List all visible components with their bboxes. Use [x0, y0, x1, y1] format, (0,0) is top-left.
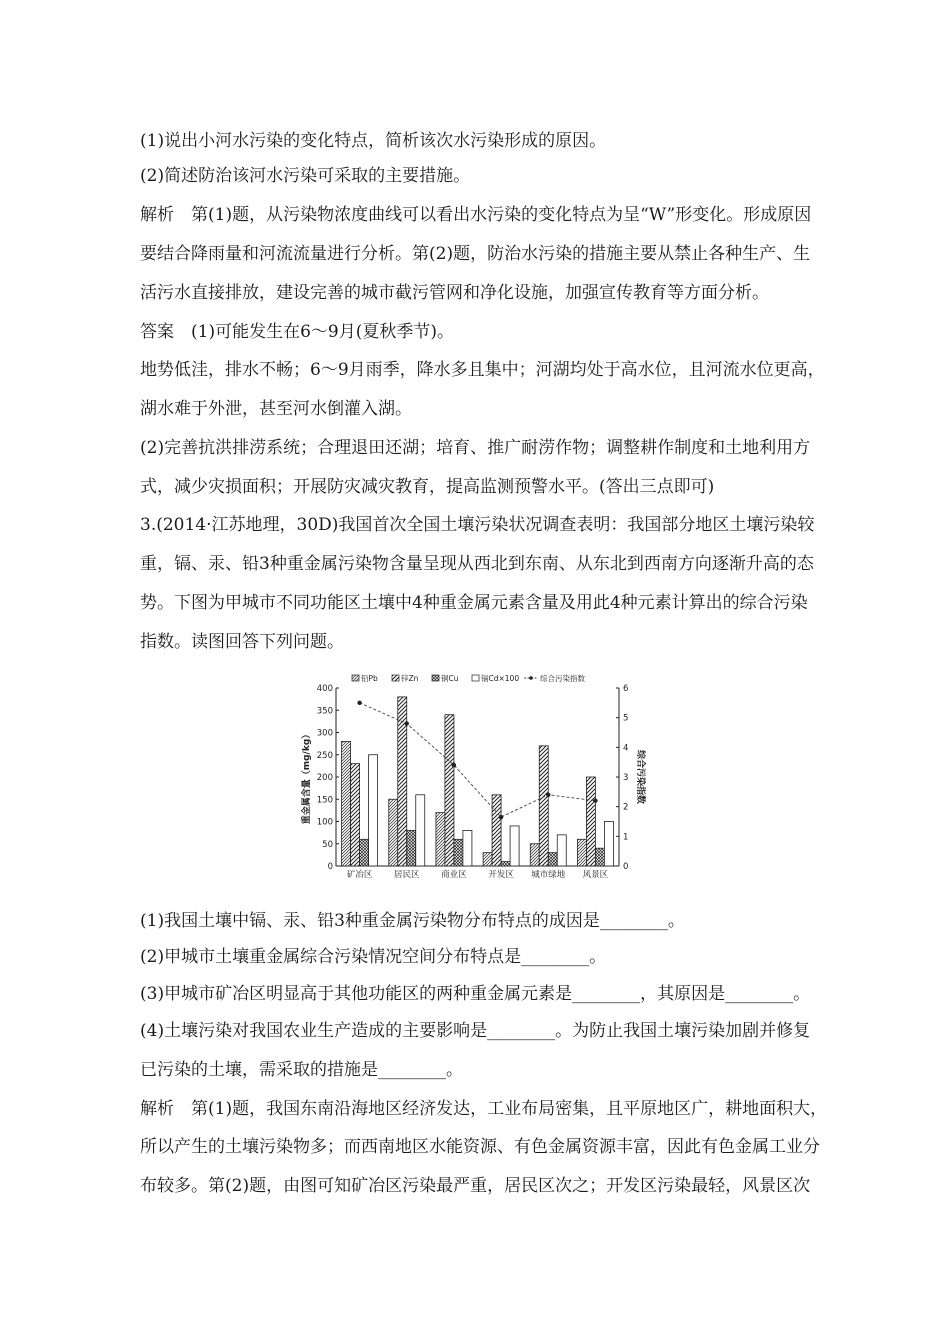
bar-pb [483, 853, 492, 866]
bar-zn [539, 746, 548, 866]
y-tick-label: 300 [316, 728, 333, 739]
y2-tick-label: 1 [623, 832, 629, 843]
bar-zn [586, 777, 595, 866]
text-line: (2)完善抗洪排涝系统；合理退田还湖；培育、推广耐涝作物；调整耕作制度和土地利用方 [140, 438, 811, 458]
y2-tick-label: 4 [623, 743, 629, 754]
text-line: (2)简述防治该河水污染可采取的主要措施。 [140, 166, 471, 186]
bar-cd [604, 822, 613, 867]
y-tick-label: 50 [322, 839, 333, 850]
text-line: (1)我国土壤中镉、汞、铅3种重金属污染物分布特点的成因是________。 [140, 911, 685, 931]
text-line: 湖水难于外泄，甚至河水倒灌入湖。 [140, 399, 412, 419]
pollution-index-point [593, 799, 597, 803]
category-label: 商业区 [441, 870, 467, 880]
legend-label: 铜Cu [441, 674, 459, 683]
category-label: 城市绿地 [531, 870, 566, 880]
text-line: (2)甲城市土壤重金属综合污染情况空间分布特点是________。 [140, 947, 607, 967]
y-tick-label: 0 [327, 862, 333, 872]
y-tick-label: 150 [316, 795, 333, 806]
pollution-index-point [405, 721, 409, 725]
y-tick-label: 350 [316, 706, 333, 717]
pollution-index-point [357, 701, 361, 705]
text-line: 地势低洼，排水不畅；6～9月雨季，降水多且集中；河湖均处于高水位，且河流水位更高， [140, 360, 825, 380]
legend-label: 镉Cd×100 [481, 674, 520, 683]
text-line: 解析 第(1)题，从污染物浓度曲线可以看出水污染的变化特点为呈“W”形变化。形成原因 [140, 205, 812, 225]
legend-label: 锌Zn [401, 674, 419, 683]
legend-swatch [352, 675, 359, 681]
y-tick-label: 100 [316, 817, 333, 828]
legend-swatch [392, 675, 399, 681]
bar-cu [360, 839, 369, 866]
category-label: 开发区 [488, 870, 514, 880]
legend-label: 铅Pb [361, 674, 378, 683]
text-line: (1)说出小河水污染的变化特点，简析该次水污染形成的原因。 [140, 131, 607, 151]
pollution-index-point [452, 763, 456, 767]
text-line: 指数。读图回答下列问题。 [140, 632, 344, 652]
bar-pb [389, 799, 398, 866]
bar-cu [407, 830, 416, 866]
text-line: 活污水直接排放，建设完善的城市截污管网和净化设施，加强宣传教育等方面分析。 [140, 283, 769, 303]
text-line: 重，镉、汞、铅3种重金属污染物含量呈现从西北到东南、从东北到西南方向逐渐升高的态 [140, 554, 814, 574]
y2-tick-label: 2 [623, 802, 629, 813]
y2-tick-label: 6 [623, 684, 629, 694]
text-line: 3.(2014·江苏地理，30D)我国首次全国土壤污染状况调查表明：我国部分地区土壤污染较 [140, 515, 815, 535]
bar-cu [548, 853, 557, 866]
text-line: 答案 (1)可能发生在6～9月(夏秋季节)。 [140, 322, 454, 342]
bar-cu [501, 862, 510, 866]
bar-cu [454, 839, 463, 866]
bar-zn [351, 764, 360, 866]
text-line: 要结合降雨量和河流流量进行分析。第(2)题，防治水污染的措施主要从禁止各种生产、生 [140, 244, 811, 264]
heavy-metal-chart [296, 672, 652, 884]
y-tick-label: 250 [316, 750, 333, 761]
chart-svg [296, 672, 652, 884]
y2-axis-title: 综合污染指数 [635, 749, 645, 805]
bar-cd [416, 795, 425, 866]
pollution-index-point [546, 793, 550, 797]
bar-pb [530, 844, 539, 866]
bar-cu [595, 848, 604, 866]
bar-cd [463, 830, 472, 866]
bar-zn [492, 795, 501, 866]
bar-pb [436, 813, 445, 866]
text-line: 解析 第(1)题，我国东南沿海地区经济发达，工业布局密集，且平原地区广，耕地面积大， [140, 1099, 828, 1119]
category-label: 矿冶区 [346, 870, 373, 880]
text-line: (3)甲城市矿冶区明显高于其他功能区的两种重金属元素是________，其原因是________。 [140, 984, 811, 1004]
bar-pb [577, 839, 586, 866]
text-line: 势。下图为甲城市不同功能区土壤中4种重金属元素含量及用此4种元素计算出的综合污染 [140, 593, 808, 613]
y-tick-label: 200 [316, 773, 333, 783]
y-axis-title: 重金属含量（mg/kg） [302, 729, 312, 825]
y-tick-label: 400 [316, 684, 333, 694]
bar-zn [445, 715, 454, 866]
bar-pb [342, 741, 351, 866]
legend-label: 综合污染指数 [540, 674, 585, 683]
text-line: 布较多。第(2)题，由图可知矿冶区污染最严重，居民区次之；开发区污染最轻，风景区次 [140, 1176, 811, 1196]
text-line: 已污染的土壤，需采取的措施是________。 [140, 1060, 463, 1080]
text-line: (4)土壤污染对我国农业生产造成的主要影响是________。为防止我国土壤污染加剧并修复 [140, 1021, 811, 1041]
pollution-index-point [499, 815, 503, 819]
bar-cd [369, 755, 378, 866]
y2-tick-label: 3 [623, 773, 629, 783]
y2-tick-label: 0 [623, 862, 629, 872]
legend-swatch [472, 675, 479, 681]
legend-swatch [432, 675, 439, 681]
text-line: 式，减少灾损面积；开展防灾减灾教育，提高监测预警水平。(答出三点即可) [140, 477, 715, 497]
bar-cd [557, 835, 566, 866]
category-label: 风景区 [582, 870, 609, 880]
bar-cd [510, 826, 519, 866]
text-line: 所以产生的土壤污染物多；而西南地区水能资源、有色金属资源丰富，因此有色金属工业分 [140, 1137, 820, 1157]
category-label: 居民区 [393, 870, 420, 880]
legend-line-point [529, 676, 533, 680]
y2-tick-label: 5 [623, 713, 629, 724]
